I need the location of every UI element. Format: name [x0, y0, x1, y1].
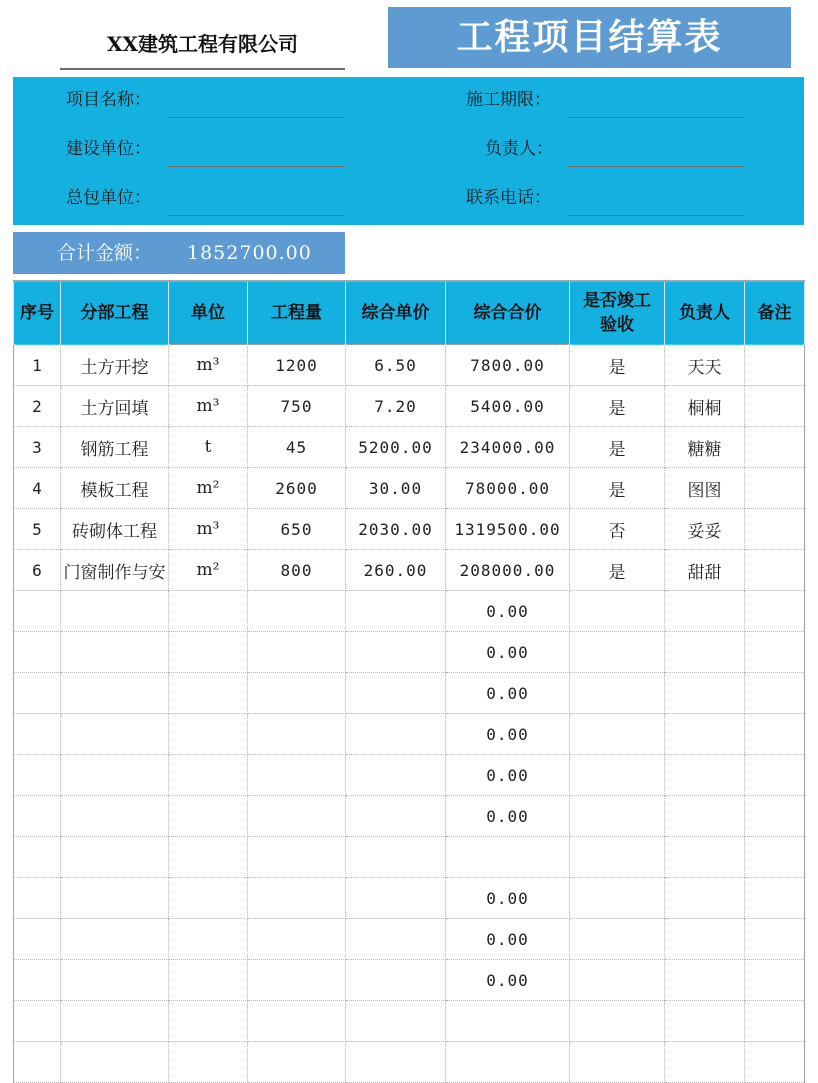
table-row: [14, 468, 805, 509]
cell-total-price[interactable]: 0.00: [446, 714, 570, 755]
cell-unit-price[interactable]: [346, 837, 446, 878]
cell-quantity[interactable]: 1200: [248, 345, 346, 386]
cell-total-price[interactable]: 78000.00: [446, 468, 570, 509]
cell-subproject[interactable]: 门窗制作与安: [61, 550, 169, 591]
cell-note[interactable]: [745, 1001, 805, 1042]
cell-note[interactable]: [745, 550, 805, 591]
table-row: [14, 1042, 805, 1083]
header-total-price: 综合合价: [446, 281, 570, 345]
table-row: [14, 427, 805, 468]
table-row: [14, 1001, 805, 1042]
cell-index[interactable]: [14, 632, 61, 673]
general-contractor-label: 总包单位：: [66, 188, 151, 208]
cell-subproject[interactable]: [61, 919, 169, 960]
cell-unit-price[interactable]: [346, 1042, 446, 1083]
cell-subproject[interactable]: [61, 796, 169, 837]
cell-accepted[interactable]: 是: [570, 386, 665, 427]
cell-subproject[interactable]: [61, 1001, 169, 1042]
cell-unit-price[interactable]: 260.00: [346, 550, 446, 591]
cell-unit-price[interactable]: [346, 960, 446, 1001]
page-title: 工程项目结算表: [388, 7, 791, 68]
cell-quantity[interactable]: 750: [248, 386, 346, 427]
cell-index[interactable]: [14, 714, 61, 755]
table-row: [14, 509, 805, 550]
cell-index[interactable]: 4: [14, 468, 61, 509]
cell-person[interactable]: 甜甜: [665, 550, 745, 591]
table-row: [14, 919, 805, 960]
cell-accepted[interactable]: [570, 837, 665, 878]
cell-quantity[interactable]: [248, 632, 346, 673]
cell-accepted[interactable]: [570, 919, 665, 960]
cell-quantity[interactable]: [248, 837, 346, 878]
cell-subproject[interactable]: [61, 632, 169, 673]
cell-total-price[interactable]: 0.00: [446, 632, 570, 673]
cell-unit[interactable]: [169, 878, 248, 919]
cell-person[interactable]: [665, 1001, 745, 1042]
cell-unit[interactable]: [169, 837, 248, 878]
cell-unit[interactable]: [169, 919, 248, 960]
cell-subproject[interactable]: 土方开挖: [61, 345, 169, 386]
cell-accepted[interactable]: [570, 714, 665, 755]
cell-unit[interactable]: [169, 1001, 248, 1042]
table-row: [14, 550, 805, 591]
cell-note[interactable]: [745, 468, 805, 509]
cell-person[interactable]: [665, 755, 745, 796]
cell-person[interactable]: [665, 714, 745, 755]
cell-subproject[interactable]: 模板工程: [61, 468, 169, 509]
cell-total-price[interactable]: [446, 837, 570, 878]
table-row: [14, 714, 805, 755]
cell-accepted[interactable]: 是: [570, 345, 665, 386]
project-name-label: 项目名称：: [66, 90, 151, 110]
person-in-charge-field[interactable]: [568, 166, 744, 167]
cell-accepted[interactable]: 是: [570, 427, 665, 468]
cell-unit-price[interactable]: [346, 755, 446, 796]
cell-unit[interactable]: [169, 632, 248, 673]
header-quantity: 工程量: [248, 281, 346, 345]
person-in-charge-label: 负责人：: [485, 139, 553, 159]
cell-subproject[interactable]: [61, 878, 169, 919]
cell-index[interactable]: [14, 1042, 61, 1083]
cell-unit-price[interactable]: [346, 591, 446, 632]
cell-note[interactable]: [745, 755, 805, 796]
cell-person[interactable]: [665, 878, 745, 919]
cell-person[interactable]: [665, 673, 745, 714]
cell-index[interactable]: [14, 591, 61, 632]
cell-quantity[interactable]: [248, 673, 346, 714]
cell-note[interactable]: [745, 632, 805, 673]
cell-person[interactable]: [665, 919, 745, 960]
cell-note[interactable]: [745, 1042, 805, 1083]
cell-quantity[interactable]: 650: [248, 509, 346, 550]
cell-subproject[interactable]: [61, 755, 169, 796]
cell-unit[interactable]: m²: [169, 550, 248, 591]
cell-total-price[interactable]: [446, 1001, 570, 1042]
cell-person[interactable]: 妥妥: [665, 509, 745, 550]
cell-unit-price[interactable]: [346, 632, 446, 673]
cell-unit-price[interactable]: 7.20: [346, 386, 446, 427]
construction-unit-label: 建设单位：: [66, 139, 151, 159]
cell-total-price[interactable]: 0.00: [446, 878, 570, 919]
cell-unit[interactable]: m²: [169, 468, 248, 509]
cell-unit[interactable]: [169, 796, 248, 837]
cell-index[interactable]: [14, 796, 61, 837]
cell-note[interactable]: [745, 591, 805, 632]
total-amount-label: 合计金额：: [57, 242, 153, 264]
cell-index[interactable]: [14, 755, 61, 796]
general-contractor-field[interactable]: [168, 215, 345, 216]
cell-accepted[interactable]: [570, 960, 665, 1001]
cell-quantity[interactable]: [248, 714, 346, 755]
cell-total-price[interactable]: [446, 1042, 570, 1083]
cell-person[interactable]: 图图: [665, 468, 745, 509]
cell-total-price[interactable]: 0.00: [446, 591, 570, 632]
cell-unit-price[interactable]: 6.50: [346, 345, 446, 386]
cell-person[interactable]: [665, 960, 745, 1001]
cell-subproject[interactable]: [61, 1042, 169, 1083]
cell-note[interactable]: [745, 427, 805, 468]
cell-subproject[interactable]: [61, 714, 169, 755]
company-name: XX建筑工程有限公司: [60, 28, 345, 70]
cell-quantity[interactable]: [248, 960, 346, 1001]
cell-unit-price[interactable]: 5200.00: [346, 427, 446, 468]
cell-index[interactable]: 3: [14, 427, 61, 468]
cell-accepted[interactable]: [570, 878, 665, 919]
cell-person[interactable]: [665, 1042, 745, 1083]
cell-accepted[interactable]: 是: [570, 550, 665, 591]
cell-total-price[interactable]: 0.00: [446, 796, 570, 837]
cell-index[interactable]: [14, 837, 61, 878]
cell-unit-price[interactable]: 30.00: [346, 468, 446, 509]
cell-total-price[interactable]: 208000.00: [446, 550, 570, 591]
cell-unit-price[interactable]: [346, 796, 446, 837]
cell-note[interactable]: [745, 345, 805, 386]
cell-unit-price[interactable]: 2030.00: [346, 509, 446, 550]
cell-note[interactable]: [745, 509, 805, 550]
cell-index[interactable]: 6: [14, 550, 61, 591]
cell-unit[interactable]: t: [169, 427, 248, 468]
cell-accepted[interactable]: [570, 796, 665, 837]
cell-quantity[interactable]: [248, 796, 346, 837]
cell-subproject[interactable]: 砖砌体工程: [61, 509, 169, 550]
cell-subproject[interactable]: [61, 837, 169, 878]
cell-unit[interactable]: [169, 755, 248, 796]
cell-index[interactable]: [14, 960, 61, 1001]
cell-quantity[interactable]: 800: [248, 550, 346, 591]
cell-person[interactable]: [665, 591, 745, 632]
header-note: 备注: [745, 281, 805, 345]
cell-accepted[interactable]: [570, 591, 665, 632]
cell-accepted[interactable]: [570, 1001, 665, 1042]
cell-person[interactable]: 桐桐: [665, 386, 745, 427]
cell-unit-price[interactable]: [346, 714, 446, 755]
cell-unit[interactable]: m³: [169, 345, 248, 386]
cell-unit-price[interactable]: [346, 878, 446, 919]
cell-subproject[interactable]: [61, 960, 169, 1001]
table-row: [14, 960, 805, 1001]
cell-note[interactable]: [745, 960, 805, 1001]
table-row: [14, 755, 805, 796]
cell-quantity[interactable]: 45: [248, 427, 346, 468]
cell-note[interactable]: [745, 673, 805, 714]
cell-person[interactable]: [665, 837, 745, 878]
header-subproject: 分部工程: [61, 281, 169, 345]
cell-person[interactable]: 天天: [665, 345, 745, 386]
cell-quantity[interactable]: [248, 1001, 346, 1042]
header-person: 负责人: [665, 281, 745, 345]
cell-note[interactable]: [745, 878, 805, 919]
cell-note[interactable]: [745, 837, 805, 878]
cell-accepted[interactable]: [570, 1042, 665, 1083]
cell-person[interactable]: [665, 796, 745, 837]
header-accepted: 是否竣工验收: [570, 281, 665, 345]
construction-period-field[interactable]: [568, 117, 744, 118]
cell-total-price[interactable]: 7800.00: [446, 345, 570, 386]
cell-unit[interactable]: [169, 714, 248, 755]
table-row: [14, 673, 805, 714]
cell-quantity[interactable]: [248, 878, 346, 919]
cell-index[interactable]: 2: [14, 386, 61, 427]
table-row: [14, 878, 805, 919]
cell-total-price[interactable]: 234000.00: [446, 427, 570, 468]
cell-quantity[interactable]: 2600: [248, 468, 346, 509]
cell-subproject[interactable]: 钢筋工程: [61, 427, 169, 468]
cell-total-price[interactable]: 0.00: [446, 673, 570, 714]
cell-note[interactable]: [745, 796, 805, 837]
cell-total-price[interactable]: 0.00: [446, 919, 570, 960]
cell-unit-price[interactable]: [346, 673, 446, 714]
cell-unit-price[interactable]: [346, 919, 446, 960]
total-amount-box: [13, 232, 345, 274]
cell-total-price[interactable]: 0.00: [446, 755, 570, 796]
cell-accepted[interactable]: [570, 755, 665, 796]
table-row: [14, 386, 805, 427]
cell-subproject[interactable]: [61, 673, 169, 714]
table-row: [14, 591, 805, 632]
header-unit: 单位: [169, 281, 248, 345]
settlement-table: [13, 280, 805, 1083]
cell-quantity[interactable]: [248, 1042, 346, 1083]
cell-subproject[interactable]: 土方回填: [61, 386, 169, 427]
cell-index[interactable]: [14, 1001, 61, 1042]
table-row: [14, 837, 805, 878]
cell-total-price[interactable]: 5400.00: [446, 386, 570, 427]
cell-index[interactable]: [14, 673, 61, 714]
cell-index[interactable]: 5: [14, 509, 61, 550]
cell-note[interactable]: [745, 919, 805, 960]
cell-unit[interactable]: [169, 673, 248, 714]
table-row: [14, 632, 805, 673]
cell-note[interactable]: [745, 714, 805, 755]
table-row: [14, 345, 805, 386]
cell-quantity[interactable]: [248, 755, 346, 796]
project-info-panel: [13, 77, 804, 225]
cell-index[interactable]: 1: [14, 345, 61, 386]
cell-total-price[interactable]: 1319500.00: [446, 509, 570, 550]
table-header-row: [14, 281, 805, 345]
cell-total-price[interactable]: 0.00: [446, 960, 570, 1001]
cell-unit[interactable]: m³: [169, 509, 248, 550]
header-index: 序号: [14, 281, 61, 345]
cell-index[interactable]: [14, 878, 61, 919]
table-row: [14, 796, 805, 837]
cell-accepted[interactable]: [570, 673, 665, 714]
cell-unit[interactable]: m³: [169, 386, 248, 427]
cell-person[interactable]: [665, 632, 745, 673]
cell-person[interactable]: 糖糖: [665, 427, 745, 468]
contact-phone-label: 联系电话：: [466, 188, 551, 208]
cell-quantity[interactable]: [248, 591, 346, 632]
cell-quantity[interactable]: [248, 919, 346, 960]
cell-unit[interactable]: [169, 1042, 248, 1083]
header-unit-price: 综合单价: [346, 281, 446, 345]
cell-unit-price[interactable]: [346, 1001, 446, 1042]
cell-note[interactable]: [745, 386, 805, 427]
cell-index[interactable]: [14, 919, 61, 960]
cell-accepted[interactable]: [570, 632, 665, 673]
construction-unit-field[interactable]: [168, 166, 345, 167]
cell-accepted[interactable]: 否: [570, 509, 665, 550]
total-amount-value: 1852700.00: [187, 242, 312, 264]
construction-period-label: 施工期限：: [466, 90, 551, 110]
cell-subproject[interactable]: [61, 591, 169, 632]
cell-unit[interactable]: [169, 591, 248, 632]
cell-accepted[interactable]: 是: [570, 468, 665, 509]
contact-phone-field[interactable]: [568, 215, 744, 216]
cell-unit[interactable]: [169, 960, 248, 1001]
project-name-field[interactable]: [168, 117, 345, 118]
